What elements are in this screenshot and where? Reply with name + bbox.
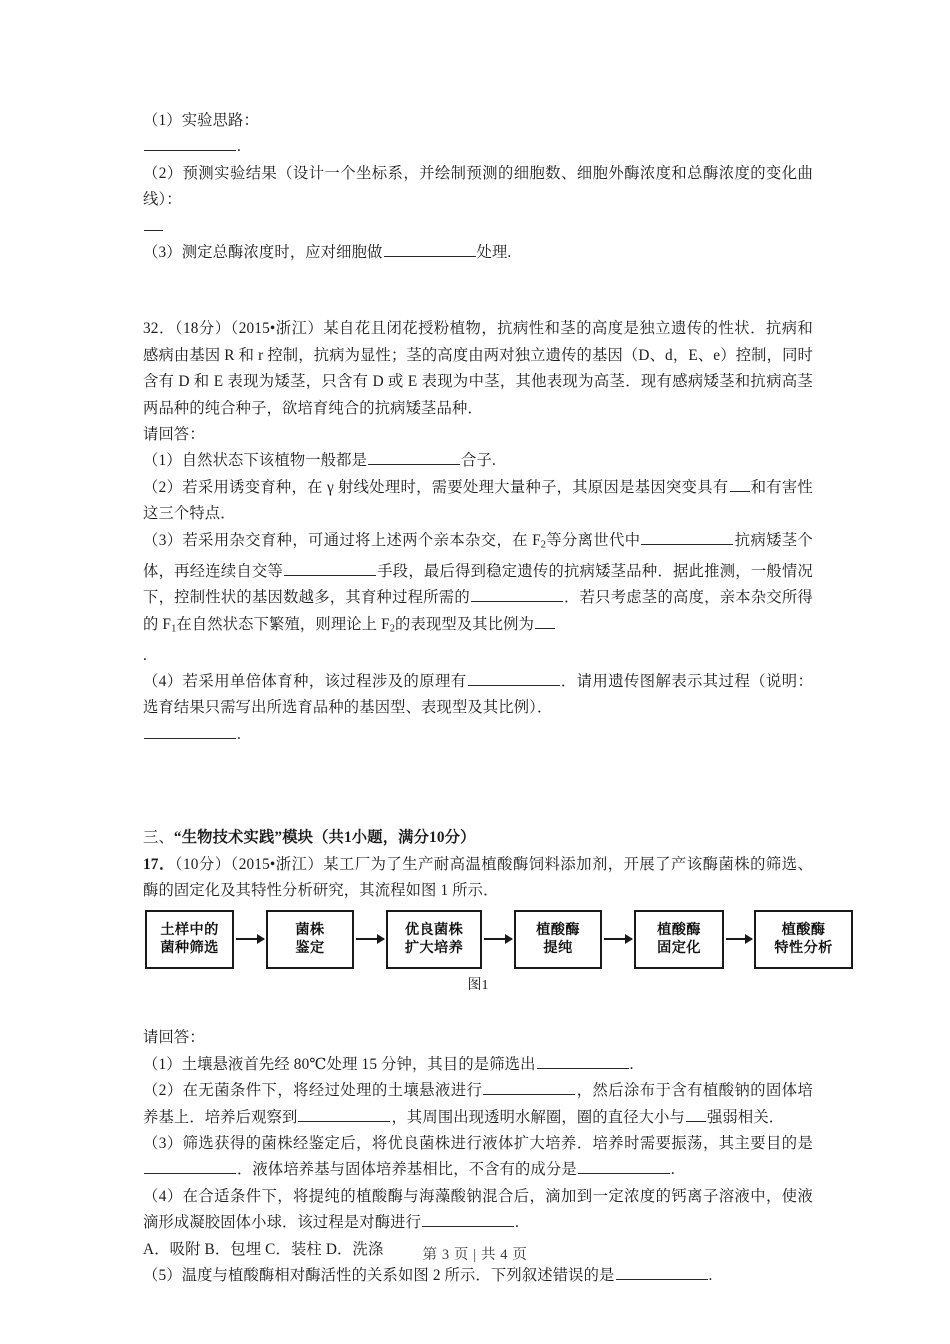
q32-item2 — [143, 475, 813, 528]
flow-box-5-line2: 固定化 — [657, 939, 701, 956]
page-content — [143, 108, 833, 1289]
heading-mid: 小题，满分 — [351, 829, 430, 847]
flow-arrow-5-icon — [726, 938, 752, 940]
q17-item3-b: ．液体培养基与固体培养基相比，不含有的成分是 — [237, 1161, 577, 1179]
q17-item5-after: . — [708, 1267, 713, 1285]
q17-item4-b: . — [515, 1214, 520, 1232]
q31-item2-answer-blank — [143, 214, 813, 240]
q32-item1-before: （1）自然状态下该植物一般都是 — [143, 452, 368, 470]
answer-blank[interactable] — [686, 1106, 706, 1122]
answer-blank[interactable] — [422, 1211, 514, 1227]
q32-item1 — [143, 448, 813, 474]
section-three-heading — [143, 825, 813, 851]
spacer — [143, 998, 813, 1025]
answer-blank[interactable] — [535, 613, 555, 629]
q31-item2: （2）预测实验结果（设计一个坐标系，并绘制预测的细胞数、细胞外酶浓度和总酶浓度的变化曲线）： — [143, 164, 813, 209]
answer-blank[interactable] — [641, 529, 733, 545]
answer-blank[interactable] — [368, 449, 460, 465]
answer-blank[interactable] — [730, 476, 750, 492]
q32-item3-c: 抗病矮茎个体，再经连续自交等 — [143, 531, 813, 580]
flow-box-1-line2: 菌种筛选 — [160, 939, 219, 956]
flow-box-6-line2: 特性分析 — [774, 939, 833, 956]
q32-item1-after: 合子. — [461, 452, 496, 470]
q17-item4-a: （4）在合适条件下，将提纯的植酸酶与海藻酸钠混合后，滴加到一定浓度的钙离子溶液中，使液滴形成凝胶固体小球．该过程是对酶进行 — [143, 1187, 813, 1232]
q17-item4 — [143, 1184, 813, 1237]
q32-item3-a: （3）若采用杂交育种，可通过将上述两个亲本杂交，在 F — [143, 531, 541, 549]
q17-source: （2015•浙江） — [230, 855, 324, 873]
flow-box-1-line1: 土样中的 — [160, 922, 219, 939]
flow-box-5 — [634, 910, 724, 969]
q32-item3 — [143, 528, 813, 643]
q17-item5-before: （5）温度与植酸酶相对酶活性的关系如图 2 所示．下列叙述错误的是 — [143, 1267, 615, 1285]
q17-prompt: 请回答： — [143, 1029, 205, 1047]
q32-stem-text: 某自花且闭花授粉植物，抗病性和茎的高度是独立遗传的性状．抗病和感病由基因 R 和 r 控制，抗病为显性；茎的高度由两对独立遗传的基因（D、d，E、e）控制，同时含有 D 和 E 表现为矮茎，只含有 D 或 E 表现为中茎，其他表现为高茎．现有感病矮茎和抗病高茎两品种的纯合种子，欲培育纯合的抗病矮茎品种． — [143, 320, 813, 417]
q32-item3-period: . — [143, 646, 147, 664]
answer-blank[interactable] — [144, 723, 236, 739]
q31-item3-text-after: 处理. — [476, 244, 512, 262]
q32-score: （18分） — [174, 320, 231, 338]
q32-item3-d: 手段，最后得到稳定遗传的抗病矮茎品种．据此推测，一般情况下，控制性状的基因数越多，其育种过程所需的 — [143, 562, 813, 607]
answer-blank[interactable] — [144, 135, 236, 151]
q17-item1 — [143, 1052, 813, 1078]
q17-item3-c: . — [670, 1161, 675, 1179]
q17-score: （10分） — [174, 855, 231, 873]
q32-source: （2015•浙江） — [230, 320, 324, 338]
answer-blank[interactable] — [483, 1079, 575, 1095]
f1-subscript: 1 — [171, 623, 177, 635]
page-footer: 第 3 页 | 共 4 页 — [422, 1247, 528, 1263]
q17-item1-before: （1）土壤悬液首先经 80℃处理 15 分钟，其目的是筛选出 — [143, 1055, 536, 1073]
q17-stem-text: 某工厂为了生产耐高温植酸酶饲料添加剂，开展了产该酶菌株的筛选、酶的固定化及其特性分析研究，其流程如图 1 所示． — [143, 855, 813, 899]
figure-1-caption: 图1 — [467, 978, 489, 994]
flow-box-2-line2: 鉴定 — [295, 939, 325, 956]
q32-item3-e: ．若只考虑茎的高度，亲本杂交所得的 F — [143, 589, 813, 633]
q32-item4-before: （4）若采用单倍体育种，该过程涉及的原理有 — [143, 672, 467, 690]
flow-arrow-2-icon — [356, 938, 384, 940]
spacer — [143, 798, 813, 825]
q17-stem — [143, 852, 813, 905]
q31-item3 — [143, 240, 813, 266]
flow-arrow-3-icon — [484, 938, 512, 940]
q32-item3-g: 的表现型及其比例为 — [395, 615, 535, 633]
q17-item2 — [143, 1078, 813, 1131]
q32-prompt: 请回答： — [143, 426, 205, 444]
f2-subscript: 2 — [540, 539, 547, 551]
q17-item2-c: ，其周围出现透明水解圈，圈的直径大小与 — [391, 1108, 685, 1126]
flow-box-2-line1: 菌株 — [295, 922, 325, 939]
answer-blank[interactable] — [384, 241, 476, 257]
flow-arrow-4-icon — [604, 938, 632, 940]
q32-stem — [143, 316, 813, 422]
answer-blank[interactable] — [537, 1053, 629, 1069]
q17-options[interactable]: A．吸附 B．包埋 C．装柱 D．洗涤 — [143, 1240, 384, 1258]
flow-box-5-line1: 植酸酶 — [657, 922, 701, 939]
q17-item2-a: （2）在无菌条件下，将经过处理的土壤悬液进行 — [143, 1082, 483, 1100]
spacer — [143, 748, 813, 798]
answer-blank[interactable] — [471, 586, 563, 602]
q32-item4-answer-blank — [143, 722, 813, 748]
heading-prefix: 三、 — [143, 829, 174, 847]
q17-number: 17． — [143, 855, 175, 873]
q17-item3 — [143, 1131, 813, 1184]
q32-item3-f: 在自然状态下繁殖，则理论上 F — [176, 615, 390, 633]
answer-blank[interactable] — [298, 1106, 390, 1122]
answer-blank[interactable] — [616, 1264, 708, 1280]
flow-box-4-line1: 植酸酶 — [536, 922, 580, 939]
answer-blank[interactable] — [578, 1158, 670, 1174]
q32-item3-b: 等分离世代中 — [546, 531, 641, 549]
heading-count: 1 — [343, 829, 352, 847]
flow-box-3-line1: 优良菌株 — [404, 922, 464, 939]
spacer — [143, 266, 813, 316]
heading-quoted: “生物技术实践” — [173, 829, 283, 847]
flow-box-4-line2: 提纯 — [543, 939, 573, 956]
q32-item4 — [143, 669, 813, 722]
f2-subscript: 2 — [389, 623, 396, 635]
q31-item1: （1）实验思路： — [143, 112, 259, 129]
q17-item5 — [143, 1263, 813, 1289]
flow-arrow-1-icon — [236, 938, 264, 940]
flow-box-2 — [266, 910, 354, 969]
answer-blank[interactable] — [284, 560, 376, 576]
q32-item2-before: （2）若采用诱变育种，在 γ 射线处理时，需要处理大量种子，其原因是基因突变具有 — [143, 478, 729, 496]
q17-item1-after: . — [629, 1055, 634, 1073]
flow-box-6 — [754, 910, 853, 969]
process-flowchart — [143, 910, 833, 998]
heading-suffix: 分） — [444, 829, 476, 847]
q17-item2-b: ，然后涂布于含有植酸钠的固体培养基上．培养后观察到 — [143, 1082, 813, 1126]
answer-blank[interactable] — [468, 670, 560, 686]
q17-item3-a: （3）筛选获得的菌株经鉴定后，将优良菌株进行液体扩大培养．培养时需要振荡，其主要目的是 — [143, 1135, 813, 1153]
heading-rest: 模块（共 — [282, 829, 344, 847]
period: . — [237, 725, 241, 743]
flow-box-3-line2: 扩大培养 — [404, 939, 464, 956]
flow-box-3 — [386, 910, 482, 969]
answer-blank[interactable] — [144, 1158, 236, 1174]
q31-item1-answer-blank — [143, 134, 813, 160]
flow-box-6-line1: 植酸酶 — [781, 922, 826, 939]
q17-item2-d: 强弱相关． — [706, 1108, 785, 1126]
heading-score: 10 — [429, 829, 445, 847]
period: . — [237, 138, 241, 156]
q32-item4-after: ．请用遗传图解表示其过程（说明：选育结果只需写出所选育品种的基因型、表现型及其比例）． — [143, 672, 813, 717]
q32-number: 32． — [143, 320, 175, 338]
answer-blank[interactable] — [144, 215, 163, 231]
flow-box-1 — [145, 910, 234, 969]
flow-box-4 — [514, 910, 602, 969]
q32-item2-after: 和有害性这三个特点． — [143, 478, 813, 523]
q31-item3-text-before: （3）测定总酶浓度时，应对细胞做 — [143, 244, 383, 262]
